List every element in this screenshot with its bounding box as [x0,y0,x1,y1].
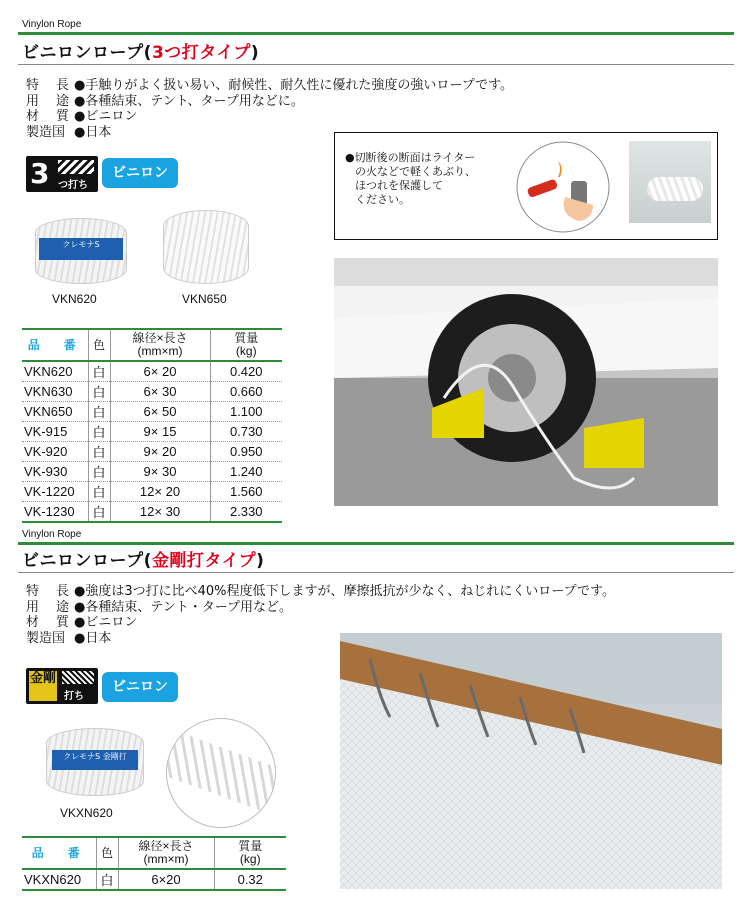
table-row: VK-920 白 9× 20 0.950 [22,442,282,462]
section-title: ビニロンロープ(金剛打タイプ) [22,551,265,571]
section-title: ビニロンロープ(3つ打タイプ) [22,43,260,63]
col-code-header: 品 番 [22,329,88,361]
tire-chock-photo [334,258,718,506]
table-row: VKN650 白 6× 50 1.100 [22,402,282,422]
title-accent: 金剛打タイプ [151,551,257,571]
spec-table-three-strand [22,328,282,523]
spec-feature: 特 長 ●手触りがよく扱い易い、耐候性、耐久性に優れた強度の強いロープです。 [26,78,514,93]
table-row: VKN620 白 6× 20 0.420 [22,361,282,382]
title-accent: 3つ打タイプ [151,43,251,63]
lighter-illustration [513,137,613,235]
col-size-header: 線径×長さ (mm×m) [118,837,214,869]
product-label-vkn620: VKN620 [52,292,97,306]
fence-rope-photo [340,633,722,889]
green-divider [18,32,734,35]
rope-end-photo [629,141,711,223]
vinylon-badge: ビニロン [102,672,178,702]
kongo-badge: 金剛 打ち [26,668,98,704]
product-label-vkn650: VKN650 [182,292,227,306]
title-underline [18,64,734,65]
table-header-row [22,837,286,869]
col-weight-header: 質量 (kg) [210,329,282,361]
spec-feature: 特 長 ●強度は3つ打に比べ40%程度低下しますが、摩擦抵抗が少なく、ねじれにくいロープです。 [26,584,615,599]
vkxn620-image: クレモナS 金剛打 [44,726,146,798]
table-row: VK-1220 白 12× 20 1.560 [22,482,282,502]
vinylon-badge: ビニロン [102,158,178,188]
table-row: VKXN620 白 6×20 0.32 [22,869,286,890]
spec-material: 材 質 ●ビニロン [26,615,138,630]
section-tag: Vinylon Rope [22,19,82,30]
col-color-header: 色 [96,837,118,869]
spec-material: 材 質 ●ビニロン [26,109,138,124]
table-row: VKN630 白 6× 30 0.660 [22,382,282,402]
col-weight-header: 質量 (kg) [214,837,286,869]
col-code-header: 品 番 [22,837,96,869]
table-row: VK-915 白 9× 15 0.730 [22,422,282,442]
col-color-header: 色 [88,329,110,361]
product-label-vkxn620: VKXN620 [60,806,113,820]
spec-usage: 用 途 ●各種結束、テント・タープ用など。 [26,599,293,615]
table-row: VK-1230 白 12× 30 2.330 [22,502,282,523]
cutting-note-box [334,132,718,240]
rope-closeup-image [166,718,276,828]
vkn620-image: クレモナS [33,214,129,288]
section-tag: Vinylon Rope [22,529,82,540]
spec-table-kongo [22,836,286,891]
table-row: VK-930 白 9× 30 1.240 [22,462,282,482]
table-header-row [22,329,282,361]
title-underline [18,572,734,573]
spec-origin: 製造国 ●日本 [26,630,112,646]
vkn650-image [161,208,251,286]
spec-list [26,78,513,140]
green-divider [18,542,734,545]
three-strand-badge: 3 つ打ち [26,156,98,192]
spec-origin: 製造国 ●日本 [26,124,112,140]
cutting-note-text: ●切断後の断面はライター の火などで軽くあぶり、 ほつれを保護して ください。 [345,151,476,206]
col-size-header: 線径×長さ (mm×m) [110,329,210,361]
spec-usage: 用 途 ●各種結束、テント、タープ用などに。 [26,93,304,109]
